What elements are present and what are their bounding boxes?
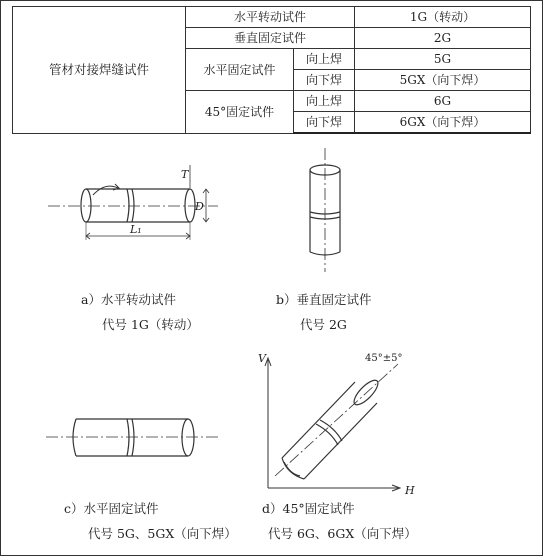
weld-seam [316, 420, 342, 445]
code-cell: 6G [355, 91, 531, 112]
position-cell: 水平固定试件 [186, 49, 294, 91]
direction-cell: 向上焊 [294, 91, 355, 112]
pipe-end-left [73, 419, 76, 456]
figure-a-title: a）水平转动试件 [81, 292, 176, 307]
code-cell: 2G [355, 28, 531, 49]
label-l1: L₁ [130, 223, 142, 236]
figure-a-code: 代号 1G（转动） [102, 317, 199, 332]
row-header-cell: 管材对接焊缝试件 [13, 7, 186, 134]
figure-b-code: 代号 2G [300, 317, 347, 332]
direction-cell: 向下焊 [294, 112, 355, 134]
code-cell: 1G（转动） [355, 7, 531, 28]
figure-b-title: b）垂直固定试件 [276, 292, 372, 307]
direction-cell: 向下焊 [294, 70, 355, 91]
label-angle: 45°±5° [365, 353, 403, 364]
pipe-body [282, 382, 377, 479]
pipe-bottom-inner [284, 462, 300, 476]
position-cell: 45°固定试件 [186, 91, 294, 134]
figure-d-title: d）45°固定试件 [262, 501, 355, 516]
label-t: T [181, 168, 189, 181]
label-h: H [405, 484, 415, 497]
code-cell: 5G [355, 49, 531, 70]
figure-b-drawing [310, 148, 340, 272]
figure-c-title: c）水平固定试件 [64, 501, 159, 516]
weld-seam [127, 419, 134, 456]
rotation-arrow [93, 186, 118, 195]
centerline [275, 364, 398, 476]
figure-c-drawing [46, 419, 218, 456]
code-cell: 5GX（向下焊） [355, 70, 531, 91]
position-cell: 垂直固定试件 [186, 28, 355, 49]
pipe-end-right [185, 189, 195, 222]
figure-d-code: 代号 6G、6GX（向下焊） [268, 526, 417, 541]
figure-d-drawing [265, 358, 400, 491]
figure-c-code: 代号 5G、5GX（向下焊） [88, 526, 237, 541]
direction-cell: 向上焊 [294, 49, 355, 70]
pipe-end-left [81, 189, 91, 222]
pipe-body [76, 419, 188, 456]
position-cell: 水平转动试件 [186, 7, 355, 28]
code-cell: 6GX（向下焊） [355, 112, 531, 134]
weld-seam [127, 189, 134, 222]
pipe-bottom-end [282, 458, 304, 479]
label-v: V [258, 352, 266, 365]
label-d: D [195, 200, 204, 213]
pipe-end-right [182, 419, 194, 456]
pipe-body [86, 189, 190, 222]
